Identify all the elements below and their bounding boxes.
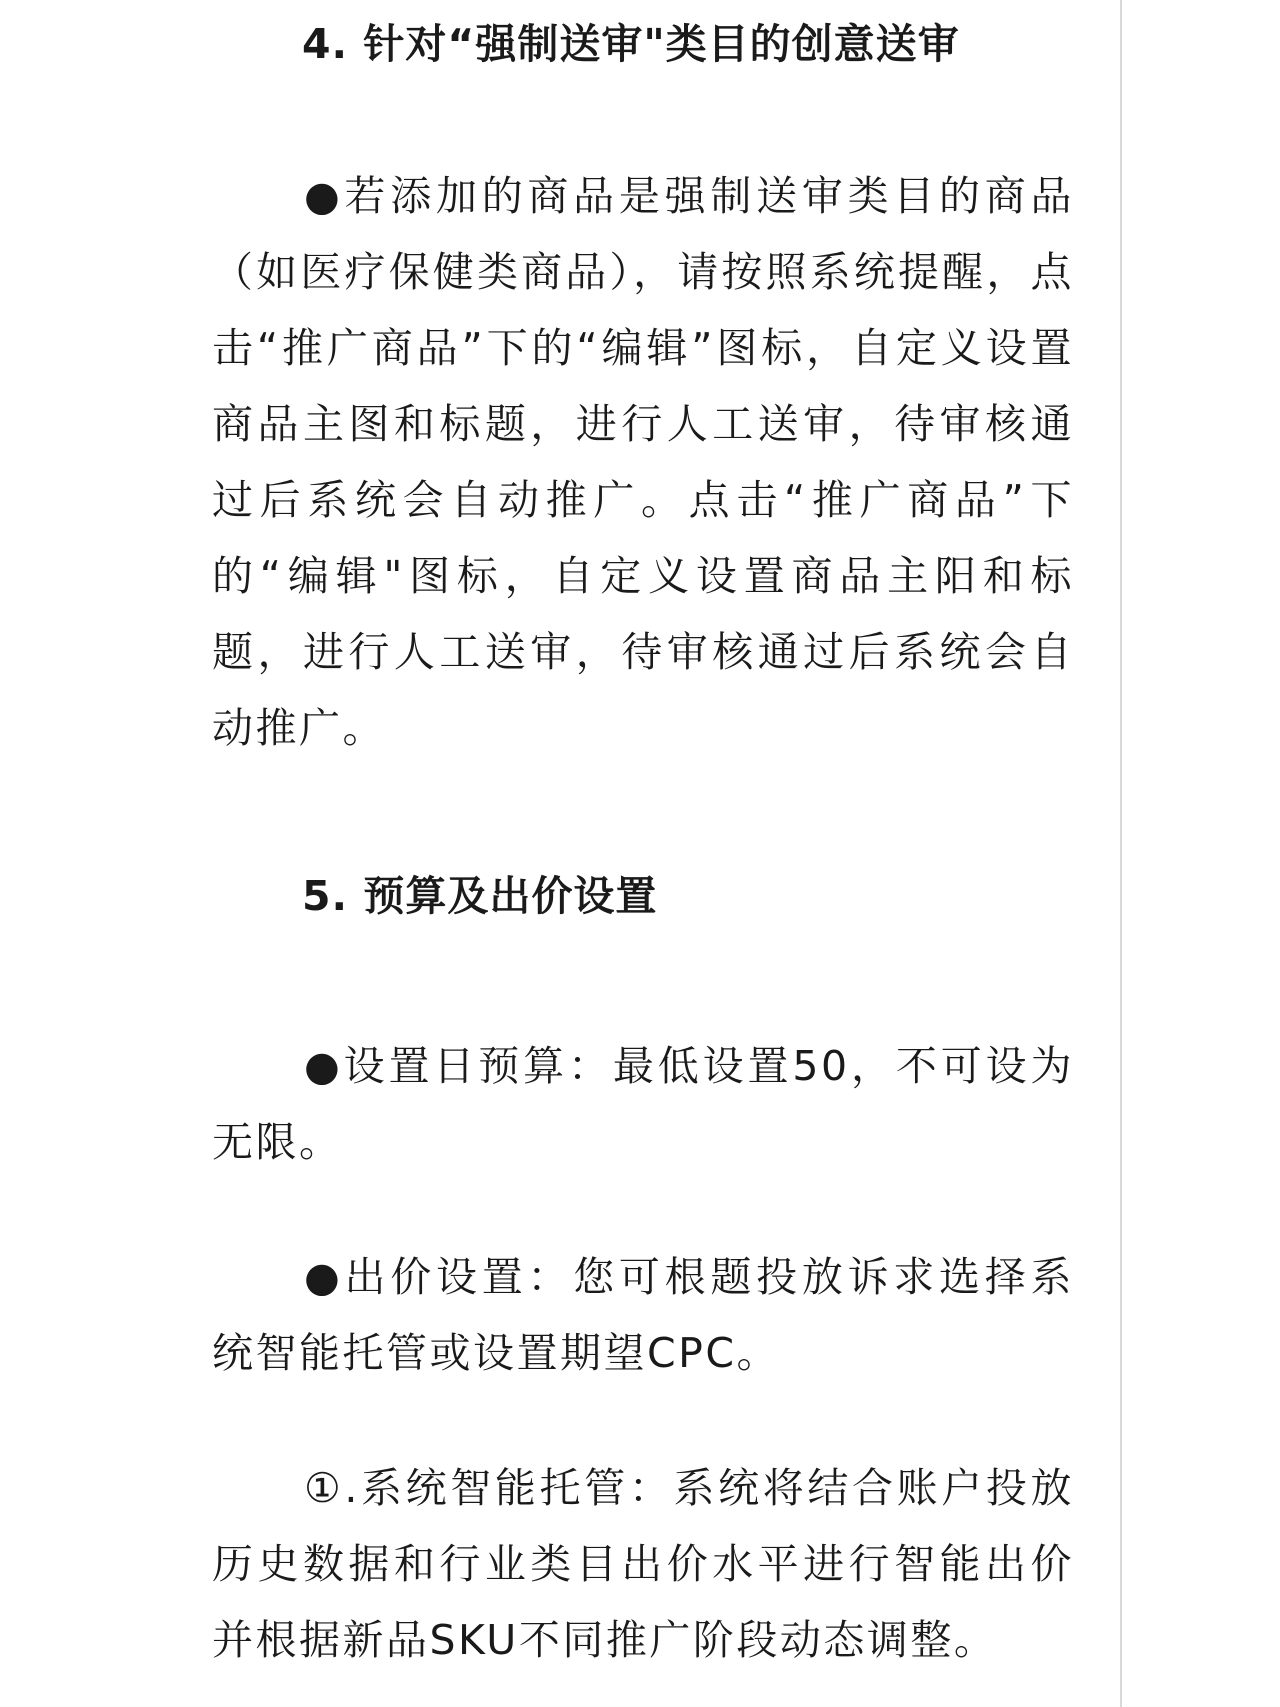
- article-body: [212, 14, 1074, 1678]
- paragraph-bid-setting: ●出价设置：您可根题投放诉求选择系统智能托管或设置期望CPC。: [212, 1253, 1074, 1377]
- right-margin: [1122, 0, 1280, 1707]
- section-heading-creative-review: 4. 针对“强制送审"类目的创意送审: [302, 20, 960, 68]
- paragraph-smart-bidding: ①.系统智能托管：系统将结合账户投放历史数据和行业类目出价水平进行智能出价并根据新品SKU不同推广阶段动态调整。: [212, 1464, 1074, 1664]
- paragraph-mandatory-review: ●若添加的商品是强制送审类目的商品（如医疗保健类商品），请按照系统提醒，点击“推广商品”下的“编辑”图标，自定义设置商品主图和标题，进行人工送审，待审核通过后系统会自动推广。点击“推广商品”下的“编辑"图标，自定义设置商品主阳和标题，进行人工送审，待审核通过后系统会自动推广。: [212, 172, 1074, 752]
- paragraph-daily-budget: ●设置日预算：最低设置50，不可设为无限。: [212, 1042, 1074, 1166]
- section-heading-budget-bid: 5. 预算及出价设置: [302, 872, 658, 920]
